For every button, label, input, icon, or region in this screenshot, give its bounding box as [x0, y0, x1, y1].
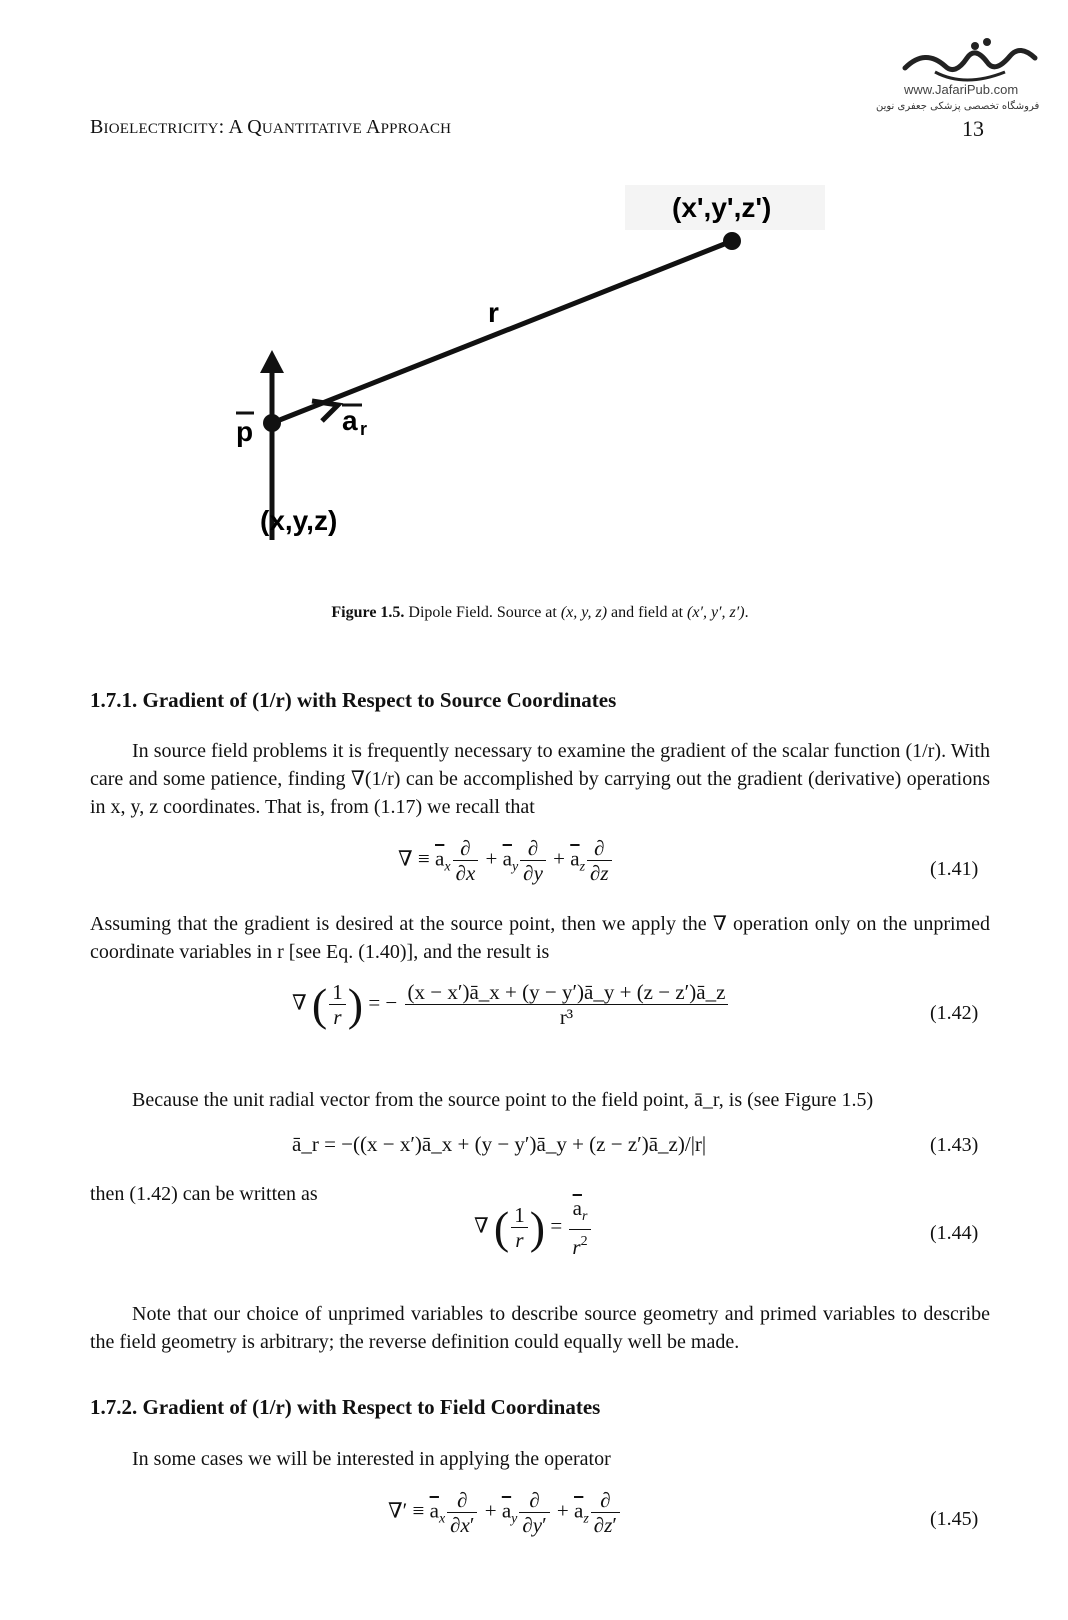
equation-143: ā_r = −((x − x′)ā_x + (y − y′)ā_y + (z − z′)ā_z)/|r|	[292, 1132, 707, 1156]
r-line	[272, 241, 732, 423]
equation-142: ∇ ( $\frac{1}{r}$ ) = − $\frac{(x - x')ā\_x + (y - y')ā\_y + (z - z')ā\_z}{\text{r³}}$	[292, 978, 730, 1031]
equation-144: ∇ ( $\frac{1}{r}$ ) = $\frac{\overline{a}_r}{r^2}$	[474, 1196, 593, 1259]
equation-number-145: (1.45)	[930, 1508, 979, 1530]
equation-141: ∇ ≡ $\overline{a}_x$ $\frac{\partial}{\partial x}$ + $\overline{a}_y$ $\frac{\partial}{\partial y}$ + $\overline{a}_z$ $\frac{\partial}{\partial z}$	[398, 836, 614, 885]
paragraph-2: Assuming that the gradient is desired at the source point, then we apply the ∇ operation only on the unprimed coordinate variables in r [see Eq. (1.40)], and the result is	[90, 913, 990, 963]
equation-number-141: (1.41)	[930, 858, 979, 880]
dipole-arrowhead	[260, 350, 284, 373]
a-label: a	[342, 405, 358, 436]
publisher-subtitle: فروشگاه تخصصی پزشکی جعفری نوین	[876, 101, 1040, 112]
page-number: 13	[962, 116, 984, 141]
paragraph-5: Note that our choice of unprimed variables to describe source geometry and primed variables to describe the field geometry is arbitrary; the reverse definition could equally well be made.	[90, 1303, 990, 1353]
source-point-label: (x,y,z)	[260, 505, 338, 536]
p-label: p	[236, 416, 254, 447]
a-sub-label: r	[360, 419, 368, 439]
section-heading-171: 1.7.1. Gradient of (1/r) with Respect to Source Coordinates	[90, 688, 617, 712]
figure-caption: Figure 1.5. Dipole Field. Source at (x, y, z) and field at (x′, y′, z′).	[331, 604, 749, 621]
paragraph-1: In source field problems it is frequently necessary to examine the gradient of the scalar function (1/r). With care and some patience, finding ∇(1/r) can be accomplished by carrying out the gradient (derivative) operations in x, y, z coordinates. That is, from (1.17) we recall that	[90, 740, 990, 818]
dipole-figure	[230, 185, 840, 580]
equation-number-143: (1.43)	[930, 1134, 979, 1156]
equation-number-144: (1.44)	[930, 1222, 979, 1244]
r-label: r	[488, 297, 499, 328]
paragraph-6: In some cases we will be interested in applying the operator	[132, 1448, 611, 1470]
paragraph-3: Because the unit radial vector from the source point to the field point, ā_r, is (see Figure 1.5)	[132, 1089, 874, 1111]
paragraph-4: then (1.42) can be written as	[90, 1183, 318, 1205]
field-point	[723, 232, 741, 250]
unit-vector-arrowhead	[312, 401, 338, 421]
section-heading-172: 1.7.2. Gradient of (1/r) with Respect to Field Coordinates	[90, 1395, 601, 1419]
equation-145: ∇′ ≡ $\overline{a}_x$ $\frac{\partial}{\partial x'}$ + $\overline{a}_y$ $\frac{\partial}{\partial y'}$ + $\overline{a}_z$ $\frac{\partial}{\partial z'}$	[388, 1488, 622, 1537]
source-point	[263, 414, 281, 432]
equation-number-142: (1.42)	[930, 1002, 979, 1024]
field-point-label: (x',y',z')	[672, 192, 772, 223]
running-header: BIOELECTRICITY: A QUANTITATIVE APPROACH	[90, 116, 452, 138]
publisher-url: www.JafariPub.com	[904, 82, 1019, 97]
